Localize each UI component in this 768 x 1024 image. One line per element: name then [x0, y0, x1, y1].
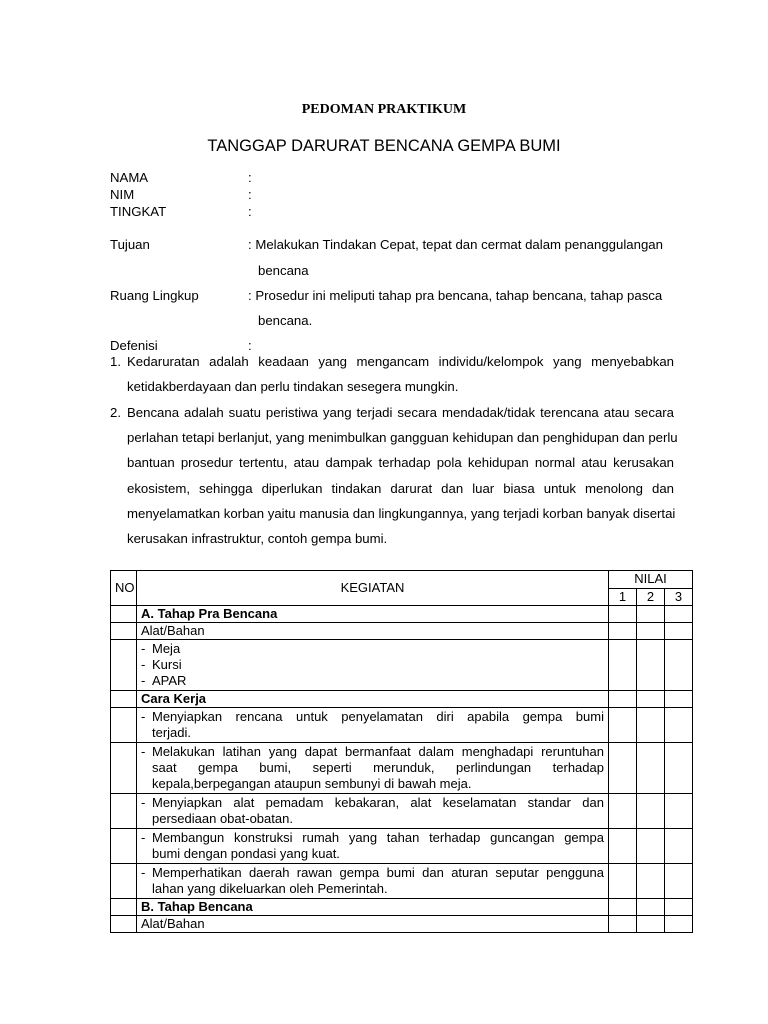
section-a-heading: A. Tahap Pra Bencana — [137, 606, 609, 623]
definition-2-number: 2. — [110, 405, 121, 420]
equipment-list — [137, 640, 609, 691]
score-cell[interactable] — [636, 864, 664, 899]
tujuan-line-1: : Melakukan Tindakan Cepat, tepat dan cermat dalam penanggulangan — [248, 237, 663, 252]
step-3-line-1: Menyiapkan alat pemadam kebakaran, alat keselamatan standar dan — [152, 795, 604, 810]
table-row — [111, 623, 693, 640]
definition-2-line-4: ekosistem, sehingga diperlukan tindakan darurat dan luar biasa untuk menolong dan — [127, 481, 674, 496]
table-row — [111, 864, 693, 899]
assessment-table — [110, 570, 693, 933]
score-cell[interactable] — [608, 606, 636, 623]
step-4 — [137, 829, 609, 864]
step-text — [152, 709, 604, 741]
score-cell[interactable] — [608, 691, 636, 708]
step-1-line-2: terjadi. — [152, 725, 192, 740]
definition-1-line-2: ketidakberdayaan dan perlu tindakan sesegera mungkin. — [127, 379, 459, 394]
header-nilai: NILAI — [608, 571, 692, 589]
score-cell[interactable] — [608, 708, 636, 743]
definition-1-line-1: Kedaruratan adalah keadaan yang mengancam individu/kelompok yang menyebabkan — [127, 354, 674, 369]
step-1 — [137, 708, 609, 743]
list-item — [141, 641, 604, 657]
dash: - — [141, 830, 146, 845]
score-cell[interactable] — [636, 916, 664, 933]
definition-1-number: 1. — [110, 354, 121, 369]
score-cell[interactable] — [636, 899, 664, 916]
step-2-line-2: saat gempa bumi, seperti merunduk, perlindungan terhadap — [152, 760, 604, 775]
definition-2-line-3: bantuan prosedur tertentu, atau dampak terhadap pola kehidupan normal atau kerusakan — [127, 455, 674, 470]
definition-2-line-6: kerusakan infrastruktur, contoh gempa bumi. — [127, 531, 388, 546]
step-4-line-1: Membangun konstruksi rumah yang tahan terhadap guncangan gempa — [152, 830, 604, 845]
colon-tingkat: : — [248, 204, 252, 219]
ruang-lingkup-line-2: bencana. — [258, 313, 313, 328]
score-cell[interactable] — [664, 794, 692, 829]
table-row — [111, 743, 693, 794]
colon-nim: : — [248, 187, 252, 202]
cell-no — [111, 708, 137, 743]
score-cell[interactable] — [608, 640, 636, 691]
definition-2-line-2: perlahan tetapi berlanjut, yang menimbulkan gangguan kehidupan dan penghidupan dan perlu — [127, 430, 678, 445]
header-score-2: 2 — [636, 589, 664, 606]
ruang-lingkup-line-1: : Prosedur ini meliputi tahap pra bencana, tahap bencana, tahap pasca — [248, 288, 663, 303]
step-3 — [137, 794, 609, 829]
score-cell[interactable] — [636, 794, 664, 829]
score-cell[interactable] — [608, 794, 636, 829]
score-cell[interactable] — [636, 623, 664, 640]
step-text — [152, 795, 604, 827]
score-cell[interactable] — [608, 623, 636, 640]
header-score-3: 3 — [664, 589, 692, 606]
score-cell[interactable] — [636, 829, 664, 864]
step-2-line-3: kepala,berpegangan ataupun sembunyi di bawah meja. — [152, 776, 472, 791]
header-score-1: 1 — [608, 589, 636, 606]
equipment-kursi: Kursi — [152, 657, 182, 672]
table-row — [111, 640, 693, 691]
table-row — [111, 794, 693, 829]
header-no: NO — [111, 571, 137, 606]
list-item — [141, 830, 604, 862]
score-cell[interactable] — [636, 606, 664, 623]
table-row — [111, 606, 693, 623]
score-cell[interactable] — [608, 899, 636, 916]
cell-no — [111, 743, 137, 794]
score-cell[interactable] — [636, 691, 664, 708]
list-item — [141, 673, 604, 689]
score-cell[interactable] — [636, 708, 664, 743]
document-heading: PEDOMAN PRAKTIKUM — [301, 102, 467, 117]
alat-bahan-b: Alat/Bahan — [137, 916, 609, 933]
table-row — [111, 916, 693, 933]
document-title: TANGGAP DARURAT BENCANA GEMPA BUMI — [207, 137, 561, 155]
dash: - — [141, 709, 146, 724]
score-cell[interactable] — [664, 899, 692, 916]
label-nama: NAMA — [110, 170, 149, 185]
label-defenisi: Defenisi — [110, 338, 158, 353]
definition-2-line-4-wrap — [127, 481, 674, 497]
dash: - — [141, 641, 146, 656]
equipment-apar: APAR — [152, 673, 187, 688]
step-1-line-1: Menyiapkan rencana untuk penyelamatan diri apabila gempa bumi — [152, 709, 604, 724]
list-item — [141, 865, 604, 897]
dash: - — [141, 657, 146, 672]
cell-no — [111, 606, 137, 623]
score-cell[interactable] — [608, 916, 636, 933]
header-kegiatan: KEGIATAN — [137, 571, 609, 606]
list-item — [141, 657, 604, 673]
cell-no — [111, 864, 137, 899]
score-cell[interactable] — [664, 829, 692, 864]
colon-defenisi: : — [248, 338, 252, 353]
dash: - — [141, 865, 146, 880]
cell-no — [111, 640, 137, 691]
label-tingkat: TINGKAT — [110, 204, 167, 219]
label-ruang-lingkup: Ruang Lingkup — [110, 288, 199, 303]
tujuan-line-2: bencana — [258, 263, 309, 278]
table-row — [111, 899, 693, 916]
score-cell[interactable] — [664, 864, 692, 899]
cara-kerja-heading: Cara Kerja — [137, 691, 609, 708]
step-4-line-2: bumi dengan pondasi yang kuat. — [152, 846, 340, 861]
definition-2-line-5-wrap — [127, 506, 674, 522]
table-header-row — [111, 571, 693, 589]
score-cell[interactable] — [608, 829, 636, 864]
dash: - — [141, 673, 146, 688]
list-item — [141, 709, 604, 741]
dash: - — [141, 795, 146, 810]
colon-nama: : — [248, 170, 252, 185]
definition-2-line-3-wrap — [127, 455, 674, 471]
table-row — [111, 708, 693, 743]
step-5-line-1: Memperhatikan daerah rawan gempa bumi dan aturan seputar pengguna — [152, 865, 604, 880]
score-cell[interactable] — [664, 708, 692, 743]
step-3-line-2: persediaan obat-obatan. — [152, 811, 293, 826]
equipment-meja: Meja — [152, 641, 181, 656]
score-cell[interactable] — [636, 743, 664, 794]
score-cell[interactable] — [608, 743, 636, 794]
definition-2-line-2-wrap — [127, 430, 678, 446]
score-cell[interactable] — [664, 640, 692, 691]
list-item — [141, 744, 604, 792]
cell-no — [111, 916, 137, 933]
step-text — [152, 744, 604, 792]
step-text — [152, 830, 604, 862]
score-cell[interactable] — [664, 743, 692, 794]
step-2 — [137, 743, 609, 794]
score-cell[interactable] — [664, 691, 692, 708]
cell-no — [111, 691, 137, 708]
definition-1-line-1-wrap — [127, 354, 674, 370]
step-5-line-2: lahan yang dikeluarkan oleh Pemerintah. — [152, 881, 388, 896]
score-cell[interactable] — [664, 916, 692, 933]
list-item — [141, 795, 604, 827]
cell-no — [111, 899, 137, 916]
section-b-heading: B. Tahap Bencana — [137, 899, 609, 916]
definition-2-line-5: menyelamatkan korban yaitu manusia dan lingkungannya, yang terjadi korban banyak disertai — [127, 506, 676, 521]
dash: - — [141, 744, 146, 759]
cell-no — [111, 623, 137, 640]
table-row — [111, 691, 693, 708]
cell-no — [111, 794, 137, 829]
label-tujuan: Tujuan — [110, 237, 150, 252]
cell-no — [111, 829, 137, 864]
step-text — [152, 865, 604, 897]
score-cell[interactable] — [664, 623, 692, 640]
score-cell[interactable] — [608, 864, 636, 899]
label-nim: NIM — [110, 187, 135, 202]
definition-2-line-1: Bencana adalah suatu peristiwa yang terjadi secara mendadak/tidak terencana atau secara — [127, 405, 674, 420]
step-2-line-1: Melakukan latihan yang dapat bermanfaat dalam menghadapi reruntuhan — [152, 744, 604, 759]
step-5 — [137, 864, 609, 899]
table-row — [111, 829, 693, 864]
score-cell[interactable] — [636, 640, 664, 691]
definition-2-line-1-wrap — [127, 405, 674, 421]
score-cell[interactable] — [664, 606, 692, 623]
alat-bahan-a: Alat/Bahan — [137, 623, 609, 640]
